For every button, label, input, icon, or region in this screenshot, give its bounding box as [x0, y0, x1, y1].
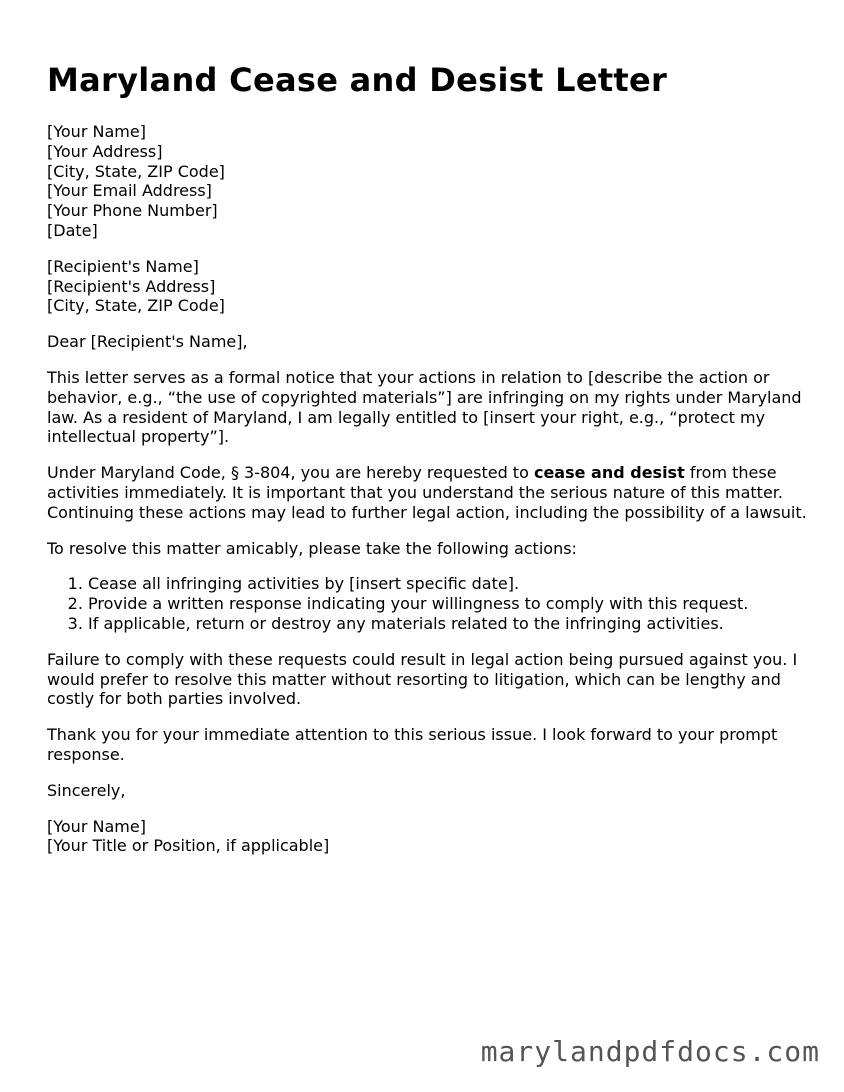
closing: Sincerely, — [47, 780, 126, 800]
paragraph-demand — [47, 463, 807, 522]
paragraph-thanks: Thank you for your immediate attention to this serious issue. I look forward to your prompt response. — [47, 725, 778, 764]
sender-phone: [Your Phone Number] — [47, 201, 218, 221]
recipient-city-state-zip: [City, State, ZIP Code] — [47, 296, 225, 316]
sender-email: [Your Email Address] — [47, 181, 212, 201]
document-title: Maryland Cease and Desist Letter — [47, 61, 668, 99]
salutation: Dear [Recipient's Name], — [47, 332, 248, 352]
list-item: 3. If applicable, return or destroy any materials related to the infringing activities. — [88, 614, 807, 634]
sender-name: [Your Name] — [47, 122, 146, 141]
sender-block — [47, 122, 807, 241]
recipient-address: [Recipient's Address] — [47, 276, 216, 296]
recipient-block — [47, 257, 807, 316]
letter-date: [Date] — [47, 220, 98, 240]
paragraph-demand-emphasis: cease and desist — [533, 463, 685, 483]
sender-city-state-zip: [City, State, ZIP Code] — [47, 161, 225, 181]
list-item: 1. Cease all infringing activities by [insert specific date]. — [88, 574, 807, 594]
paragraph-demand-before: Under Maryland Code, § 3-804, you are hereby requested to — [47, 463, 534, 483]
recipient-name: [Recipient's Name] — [47, 256, 199, 276]
actions-list — [47, 574, 807, 633]
site-watermark: marylandpdfdocs.com — [480, 1035, 820, 1068]
sender-address: [Your Address] — [47, 141, 163, 161]
signature-name: [Your Name] — [47, 816, 146, 836]
signature-title: [Your Title or Position, if applicable] — [47, 836, 330, 856]
signature-block — [47, 817, 807, 857]
list-item: 2. Provide a written response indicating your willingness to comply with this request. — [88, 594, 807, 614]
paragraph-consequences: Failure to comply with these requests could result in legal action being pursued against you. I would prefer to resolve this matter without resorting to litigation, which can be lengthy and costly for both parties involved. — [47, 649, 798, 709]
paragraph-notice: This letter serves as a formal notice that your actions in relation to [describe the action or behavior, e.g., “the use of copyrighted materials”] are infringing on my rights under Maryland law. As a resident of Maryland, I am legally entitled to [insert your right, e.g., “protect my intellectual property”]. — [47, 367, 802, 447]
list-intro: To resolve this matter amicably, please take the following actions: — [47, 538, 577, 558]
paragraph-demand-after: from these activities immediately. It is important that you understand the serious nature of this matter. Continuing these actions may lead to further legal action, including the possibility of a lawsuit. — [47, 463, 807, 522]
letter-page — [47, 60, 807, 872]
